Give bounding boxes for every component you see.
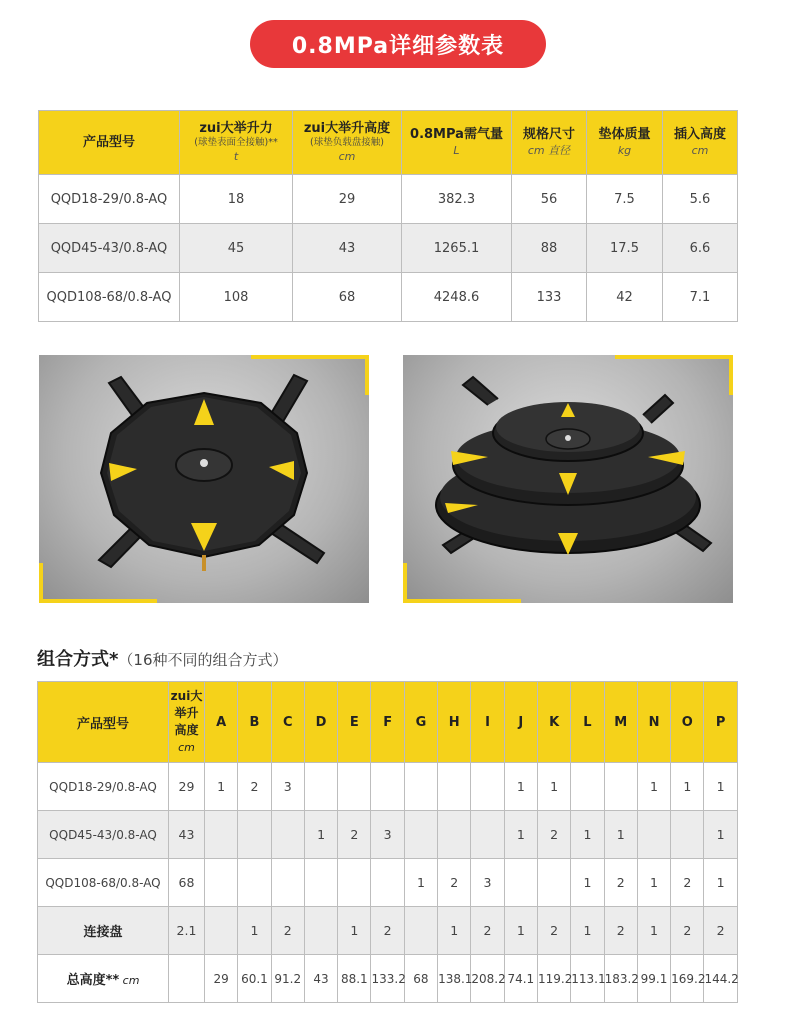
combo-header-f: F	[371, 682, 404, 763]
combo-cell: 1	[604, 811, 637, 859]
spec-header-main: 0.8MPa需气量	[410, 126, 503, 142]
combo-cell: 2	[537, 907, 570, 955]
combo-row	[38, 907, 738, 955]
combo-row-height: 43	[169, 811, 205, 859]
spec-header-main: 垫体质量	[598, 126, 651, 142]
combo-row-height: 2.1	[169, 907, 205, 955]
spec-cell: 133	[512, 273, 587, 322]
combo-cell: 2	[671, 859, 704, 907]
combo-heading-note: （16种不同的组合方式）	[118, 651, 288, 669]
spec-header-cell	[587, 111, 663, 175]
combo-header-l: L	[571, 682, 604, 763]
spec-table	[38, 110, 738, 322]
combo-cell: 1	[671, 763, 704, 811]
spec-header-main: 产品型号	[82, 134, 135, 150]
combo-cell	[271, 811, 304, 859]
page-title: 0.8MPa详细参数表	[250, 20, 546, 68]
combo-cell	[571, 763, 604, 811]
combo-cell: 1	[704, 859, 737, 907]
combo-cell: 1	[637, 859, 670, 907]
combo-total-cell: 208.2	[471, 955, 504, 1003]
spec-cell: QQD18-29/0.8-AQ	[39, 175, 180, 224]
combo-header-p: P	[704, 682, 737, 763]
combo-cell: 1	[571, 907, 604, 955]
combo-cell	[338, 763, 371, 811]
combo-cell: 2	[338, 811, 371, 859]
combo-cell: 1	[704, 763, 737, 811]
combo-total-cell: 183.2	[604, 955, 637, 1003]
combo-row-label: 连接盘	[38, 907, 169, 955]
combo-total-cell: 60.1	[238, 955, 271, 1003]
combo-header-e: E	[338, 682, 371, 763]
combo-cell	[504, 859, 537, 907]
spec-header-cell	[39, 111, 180, 175]
combo-row-label: QQD108-68/0.8-AQ	[38, 859, 169, 907]
combo-cell	[438, 811, 471, 859]
combo-cell: 2	[537, 811, 570, 859]
combo-cell	[471, 811, 504, 859]
combo-cell	[537, 859, 570, 907]
combo-total-cell: 43	[304, 955, 337, 1003]
combo-cell: 1	[571, 859, 604, 907]
combo-cell: 2	[704, 907, 737, 955]
combo-header-n: N	[637, 682, 670, 763]
combo-cell: 2	[604, 859, 637, 907]
combo-cell: 2	[671, 907, 704, 955]
spec-table-header	[39, 111, 738, 175]
spec-header-main: zui大举升力	[199, 120, 273, 136]
combo-total-cell: 133.2	[371, 955, 404, 1003]
combo-cell: 1	[637, 907, 670, 955]
combo-total-cell: 91.2	[271, 955, 304, 1003]
combo-total-label-text: 总高度**	[66, 973, 120, 988]
combo-total-unit: cm	[119, 974, 140, 987]
combo-total-cell: 169.2	[671, 955, 704, 1003]
spec-header-cell	[402, 111, 512, 175]
spec-cell: 18	[180, 175, 293, 224]
spec-cell: QQD108-68/0.8-AQ	[39, 273, 180, 322]
spec-cell: 45	[180, 224, 293, 273]
spec-cell: 29	[293, 175, 402, 224]
spec-cell: 108	[180, 273, 293, 322]
spec-header-cell	[180, 111, 293, 175]
spec-row	[39, 273, 738, 322]
combo-header-b: B	[238, 682, 271, 763]
spec-cell: 1265.1	[402, 224, 512, 273]
spec-cell: 7.5	[587, 175, 663, 224]
spec-header-unit: L	[453, 143, 460, 157]
combo-cell: 1	[205, 763, 238, 811]
spec-header-main: 规格尺寸	[522, 126, 575, 142]
combo-header-g: G	[404, 682, 437, 763]
spec-cell: 7.1	[663, 273, 738, 322]
combo-total-row	[38, 955, 738, 1003]
combo-cell	[404, 907, 437, 955]
combo-header-i: I	[471, 682, 504, 763]
spec-row	[39, 224, 738, 273]
combo-cell	[271, 859, 304, 907]
combo-total-cell: 144.2	[704, 955, 737, 1003]
combo-cell: 2	[438, 859, 471, 907]
spec-header-unit: t	[233, 149, 239, 163]
combo-header-a: A	[205, 682, 238, 763]
combo-total-cell: 74.1	[504, 955, 537, 1003]
spec-cell: 88	[512, 224, 587, 273]
spec-cell: 5.6	[663, 175, 738, 224]
combo-cell: 3	[471, 859, 504, 907]
combo-row	[38, 859, 738, 907]
combo-header-height-label: zui大举升高度	[170, 689, 203, 737]
spec-header-main: 插入高度	[673, 126, 726, 142]
combo-total-cell: 68	[404, 955, 437, 1003]
spec-header-cell	[663, 111, 738, 175]
combo-row-label: QQD18-29/0.8-AQ	[38, 763, 169, 811]
combo-cell: 1	[338, 907, 371, 955]
combo-cell	[671, 811, 704, 859]
combo-cell: 1	[704, 811, 737, 859]
combo-header-o: O	[671, 682, 704, 763]
combo-cell: 1	[238, 907, 271, 955]
combo-header-height	[169, 682, 205, 763]
combo-table	[37, 681, 738, 1003]
combo-cell	[637, 811, 670, 859]
spec-cell: QQD45-43/0.8-AQ	[39, 224, 180, 273]
spec-header-unit: cm	[691, 143, 709, 157]
combo-cell	[304, 907, 337, 955]
combo-cell: 1	[438, 907, 471, 955]
combo-cell: 2	[238, 763, 271, 811]
spec-cell: 56	[512, 175, 587, 224]
spec-cell: 43	[293, 224, 402, 273]
combo-row	[38, 811, 738, 859]
combo-heading-title: 组合方式*	[37, 649, 119, 670]
spec-header-cell	[512, 111, 587, 175]
combo-header-height-unit: cm	[178, 741, 195, 754]
combo-cell: 1	[571, 811, 604, 859]
spec-cell: 68	[293, 273, 402, 322]
spec-header-unit: kg	[617, 143, 632, 157]
spec-header-main: zui大举升高度	[303, 120, 391, 136]
spec-cell: 42	[587, 273, 663, 322]
combo-cell	[304, 763, 337, 811]
spec-cell: 17.5	[587, 224, 663, 273]
combo-cell	[304, 859, 337, 907]
combo-header-k: K	[537, 682, 570, 763]
combo-total-cell: 99.1	[637, 955, 670, 1003]
combo-total-cell: 119.2	[537, 955, 570, 1003]
combo-total-cell: 138.1	[438, 955, 471, 1003]
combo-header-model: 产品型号	[38, 682, 169, 763]
combo-cell: 1	[637, 763, 670, 811]
spec-cell: 6.6	[663, 224, 738, 273]
combo-cell	[205, 907, 238, 955]
spec-header-cell	[293, 111, 402, 175]
combo-cell: 2	[604, 907, 637, 955]
combo-header-d: D	[304, 682, 337, 763]
combo-row	[38, 763, 738, 811]
combo-total-cell: 113.1	[571, 955, 604, 1003]
product-photo-single	[39, 355, 369, 603]
product-photo-stacked	[403, 355, 733, 603]
combo-table-header	[38, 682, 738, 763]
combo-header-m: M	[604, 682, 637, 763]
combo-cell	[205, 811, 238, 859]
combo-header-c: C	[271, 682, 304, 763]
combo-cell	[205, 859, 238, 907]
spec-cell: 382.3	[402, 175, 512, 224]
combo-cell	[238, 811, 271, 859]
combo-total-height	[169, 955, 205, 1003]
combo-cell: 2	[471, 907, 504, 955]
combo-cell: 1	[537, 763, 570, 811]
spec-header-unit: cm	[338, 149, 356, 163]
combo-cell	[438, 763, 471, 811]
combo-cell	[371, 763, 404, 811]
combo-total-cell: 88.1	[338, 955, 371, 1003]
combo-cell	[338, 859, 371, 907]
combo-cell	[604, 763, 637, 811]
combo-total-label	[38, 955, 169, 1003]
combo-cell	[371, 859, 404, 907]
combo-cell: 3	[371, 811, 404, 859]
spec-header-sub: (球垫负载盘接触)	[310, 136, 384, 148]
combo-cell: 3	[271, 763, 304, 811]
combo-total-cell: 29	[205, 955, 238, 1003]
combo-row-height: 29	[169, 763, 205, 811]
combo-header-h: H	[438, 682, 471, 763]
combo-heading	[37, 645, 288, 671]
combo-cell: 2	[371, 907, 404, 955]
spec-header-sub: (球垫表面全接触)**	[194, 136, 278, 148]
combo-row-label: QQD45-43/0.8-AQ	[38, 811, 169, 859]
combo-cell: 1	[504, 763, 537, 811]
combo-cell	[404, 811, 437, 859]
combo-cell: 1	[504, 907, 537, 955]
combo-cell: 2	[271, 907, 304, 955]
combo-row-height: 68	[169, 859, 205, 907]
combo-cell	[404, 763, 437, 811]
combo-cell	[471, 763, 504, 811]
spec-header-unit: cm 直径	[527, 143, 571, 157]
combo-header-j: J	[504, 682, 537, 763]
spec-row	[39, 175, 738, 224]
combo-cell: 1	[404, 859, 437, 907]
combo-cell	[238, 859, 271, 907]
combo-cell: 1	[504, 811, 537, 859]
combo-cell: 1	[304, 811, 337, 859]
spec-cell: 4248.6	[402, 273, 512, 322]
